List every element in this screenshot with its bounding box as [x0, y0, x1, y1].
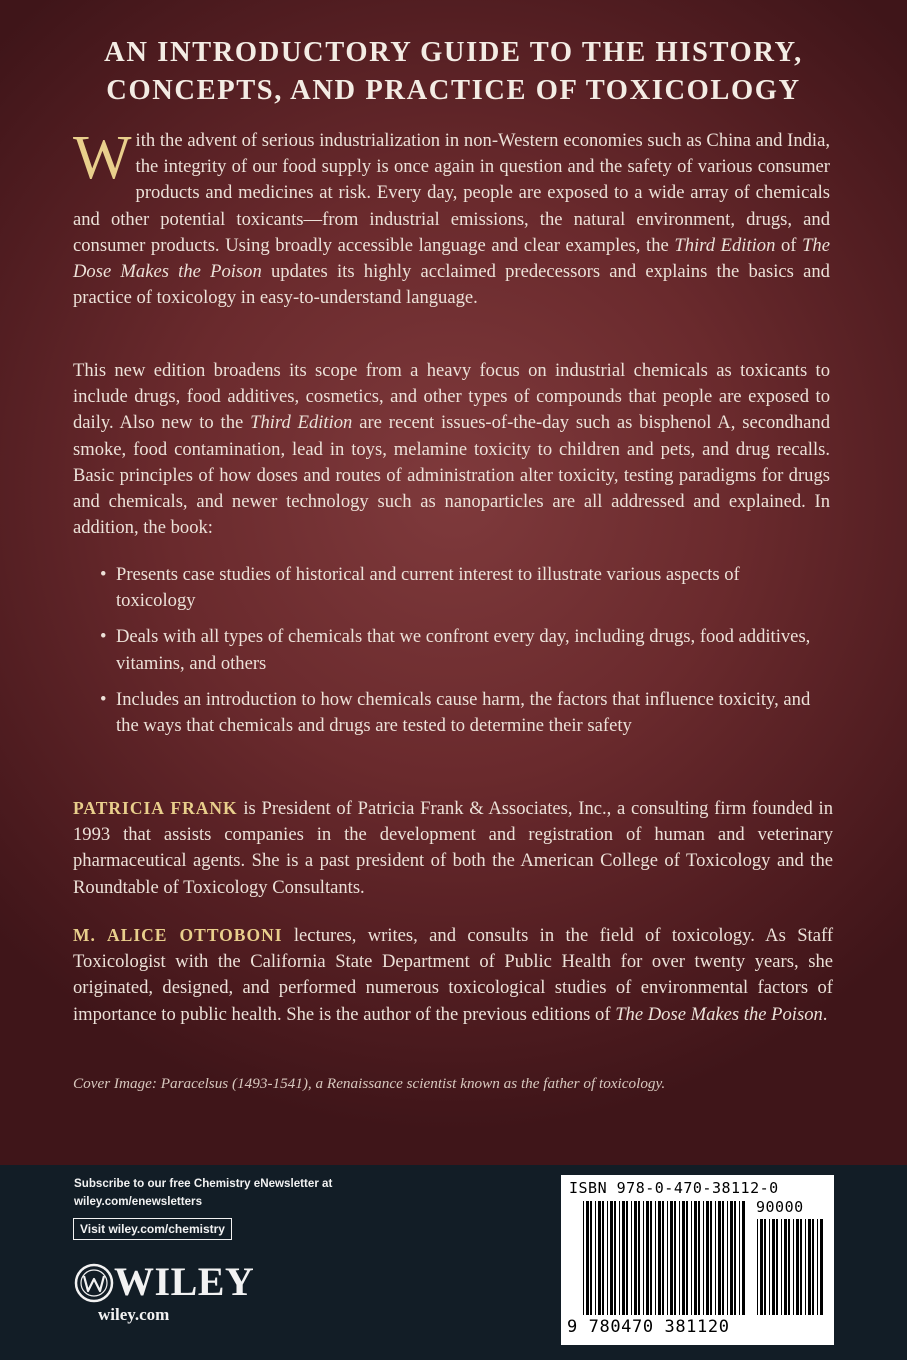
barcode-bar [793, 1219, 794, 1315]
barcode-bar [586, 1201, 589, 1315]
newsletter-line-1: Subscribe to our free Chemistry eNewsletter at [74, 1177, 333, 1190]
barcode-bar [674, 1201, 676, 1315]
barcode-bar [730, 1201, 733, 1315]
barcode-bar [607, 1201, 608, 1315]
headline-line-1: AN INTRODUCTORY GUIDE TO THE HISTORY, [104, 37, 803, 68]
barcode-bar [796, 1219, 799, 1315]
headline [0, 34, 907, 110]
barcode-bar [691, 1201, 692, 1315]
wiley-wordmark: WILEY [114, 1259, 255, 1304]
barcode-bar [808, 1219, 811, 1315]
author-name-frank: PATRICIA FRANK [73, 798, 238, 818]
list-item-text: Presents case studies of historical and current interest to illustrate various aspects of toxicology [116, 564, 740, 612]
list-item [100, 562, 820, 614]
feature-list [100, 562, 820, 749]
author-bio-text: lectures, writes, and consults in the field of toxicology. As Staff Toxicologist with the California State Department of Public Health for over twenty years, she originated, designed, and performed numerous toxicological studies of environmental factors of importance to public health. She is the author of the previous editions of [73, 925, 834, 1025]
scope-text-1: This new edition broadens its scope from a heavy focus on industrial chemicals as toxicants to include drugs, food additives, cosmetics, and other types of compounds that people are exposed to daily. Also new to the [73, 360, 830, 434]
intro-text-1: ith the advent of serious industrialization in non-Western economies such as China and India, the integrity of our food supply is once again in question and the safety of various consumer products and medicines at risk. Every day, people are exposed to a wide array of chemicals and other potential toxicants—from industrial emissions, the natural environment, drugs, and consumer products. Using broadly accessible language and clear examples, the [73, 130, 830, 256]
barcode-bar [715, 1201, 716, 1315]
ean-digits: 9 780470 381120 [567, 1317, 730, 1337]
barcode-bar [722, 1201, 724, 1315]
barcode-bar [682, 1201, 685, 1315]
barcode-bar [670, 1201, 673, 1315]
barcode-bar [698, 1201, 700, 1315]
barcode-bar [734, 1201, 736, 1315]
barcode-bar [602, 1201, 604, 1315]
scope-italic-edition: Third Edition [250, 412, 353, 434]
list-item-text: Includes an introduction to how chemicals cause harm, the factors that influence toxicity, and the ways that chemicals and drugs are tested to determine their safety [116, 688, 811, 737]
barcode-bar [598, 1201, 601, 1315]
author-bio-frank [73, 795, 833, 901]
isbn-barcode [561, 1175, 834, 1345]
barcode-bar [614, 1201, 616, 1315]
barcode-bar [800, 1219, 802, 1315]
barcode-bar [643, 1201, 644, 1315]
barcode-bar [650, 1201, 652, 1315]
newsletter-link[interactable]: wiley.com/enewsletters [74, 1195, 203, 1208]
barcode-bar [710, 1201, 712, 1315]
bullet-icon: • [100, 688, 107, 710]
barcode-bar [769, 1219, 770, 1315]
author-name-ottoboni: M. ALICE OTTOBONI [73, 925, 283, 945]
barcode-bar [634, 1201, 637, 1315]
barcode-bar [694, 1201, 697, 1315]
barcode-bar [776, 1219, 778, 1315]
wiley-seal-icon [74, 1262, 118, 1306]
barcode-bar [784, 1219, 787, 1315]
barcode-bar [619, 1201, 620, 1315]
barcode-bar [739, 1201, 740, 1315]
intro-paragraph [73, 124, 830, 311]
scope-text-2: are recent issues-of-the-day such as bisphenol A, secondhand smoke, food contamination, lead in toys, melamine toxicity to children and pets, and drug recalls. Basic principles of how doses and routes of administration alter toxicity, testing paradigms for drugs and chemicals, and newer technology such as nanoparticles are all addressed and explained. In addition, the book: [73, 412, 830, 539]
visit-chemistry-link[interactable]: Visit wiley.com/chemistry [73, 1218, 232, 1240]
barcode-bar [638, 1201, 640, 1315]
barcode-bar [679, 1201, 680, 1315]
drop-cap: W [73, 124, 132, 192]
barcode-bar [706, 1201, 709, 1315]
intro-italic-edition: Third Edition [674, 234, 776, 256]
barcode-bar [622, 1201, 625, 1315]
author-bio-end: . [822, 1003, 828, 1025]
list-item [100, 624, 820, 676]
barcode-bar [686, 1201, 688, 1315]
barcode-bar [655, 1201, 656, 1315]
author-bio-ottoboni [73, 922, 833, 1028]
author-bio-text: is President of Patricia Frank & Associates, Inc., a consulting firm founded in 1993 that assists companies in the development and registration of human and veterinary pharmaceutical agents. She is a past president of both the American College of Toxicology and the Roundtable of Toxicology Consultants. [73, 798, 834, 898]
barcode-bar [610, 1201, 613, 1315]
barcode-bar [817, 1219, 818, 1315]
barcode-bar [646, 1201, 649, 1315]
wiley-logo [74, 1259, 274, 1332]
barcode-bar [631, 1201, 632, 1315]
barcode-bar [583, 1201, 584, 1315]
intro-italic-title: The Dose Makes the Poison [73, 234, 830, 283]
bullet-icon: • [100, 626, 107, 648]
barcode-bar [772, 1219, 775, 1315]
barcode-bar [781, 1219, 782, 1315]
bullet-icon: • [100, 564, 107, 585]
barcode-bar [718, 1201, 721, 1315]
headline-line-2: CONCEPTS, AND PRACTICE OF TOXICOLOGY [106, 75, 801, 106]
barcode-bar [764, 1219, 766, 1315]
wiley-url[interactable]: wiley.com [98, 1305, 170, 1324]
barcode-bar [727, 1201, 728, 1315]
barcode-bar [805, 1219, 806, 1315]
barcode-bar [595, 1201, 596, 1315]
barcode-bar [703, 1201, 704, 1315]
barcode-bar [788, 1219, 790, 1315]
barcode-bar [667, 1201, 668, 1315]
intro-text-3: updates its highly acclaimed predecessors and explains the basics and practice of toxicology in easy-to-understand language. [73, 261, 830, 309]
barcode-bar [590, 1201, 592, 1315]
barcode-bar [626, 1201, 628, 1315]
cover-image-credit: Cover Image: Paracelsus (1493-1541), a Renaissance scientist known as the father of toxicology. [73, 1075, 666, 1092]
price-code: 90000 [756, 1198, 804, 1216]
barcode-bar [658, 1201, 661, 1315]
barcode-bar [812, 1219, 814, 1315]
barcode-bar [760, 1219, 763, 1315]
isbn-label: ISBN 978-0-470-38112-0 [569, 1179, 779, 1197]
list-item [100, 687, 820, 739]
scope-paragraph [73, 358, 830, 541]
barcode-bar [820, 1219, 823, 1315]
intro-text-2: of [775, 234, 803, 256]
barcode-bar [757, 1219, 758, 1315]
barcode-bar [662, 1201, 664, 1315]
newsletter-promo [74, 1175, 404, 1211]
list-item-text: Deals with all types of chemicals that we confront every day, including drugs, food additives, vitamins, and others [116, 626, 811, 674]
author-bio-italic-title: The Dose Makes the Poison [615, 1003, 823, 1025]
barcode-bar [742, 1201, 745, 1315]
